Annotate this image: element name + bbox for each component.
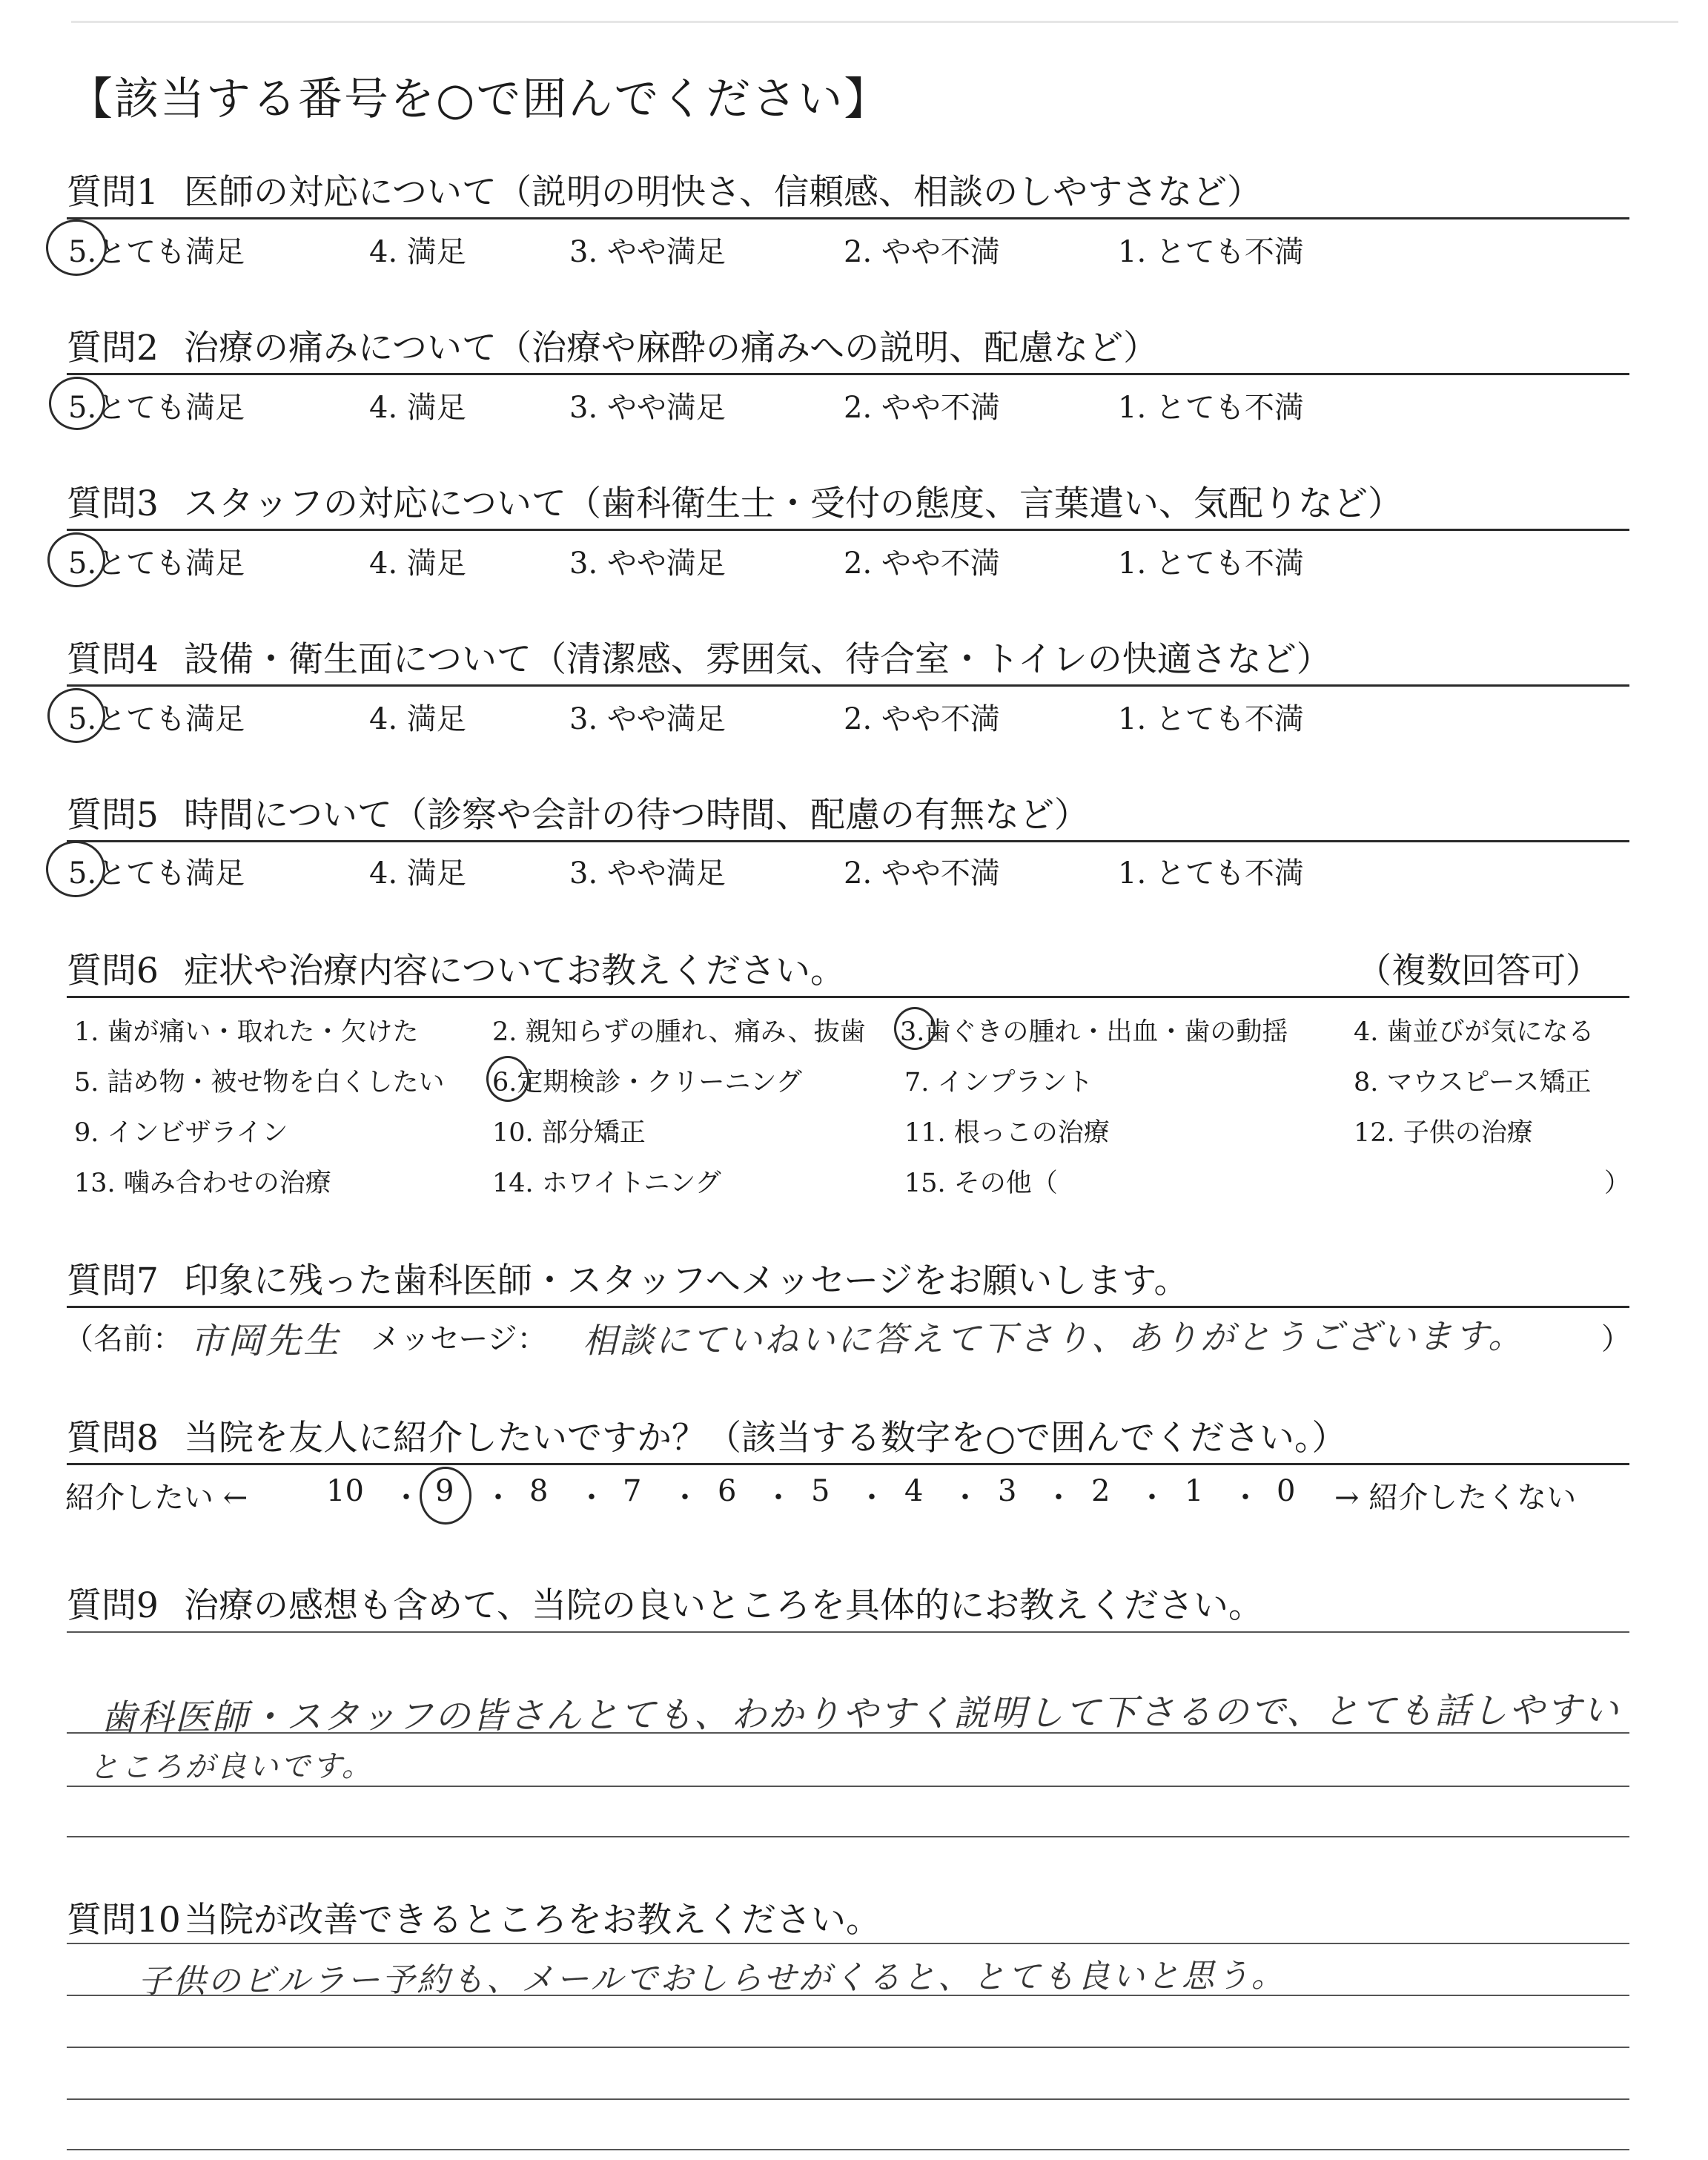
option-2[interactable]: 2. やや不満 (844, 546, 1000, 581)
option-2[interactable]: 2. やや不満 (844, 702, 1000, 736)
symptom-item[interactable]: 10. 部分矯正 (492, 1118, 646, 1148)
option-3[interactable]: 3. やや満足 (569, 235, 726, 269)
separator: ・ (1044, 1481, 1073, 1515)
scale-value-9[interactable]: 9 (435, 1474, 454, 1508)
question-5-rule (67, 840, 1629, 842)
option-3[interactable]: 3. やや満足 (569, 856, 726, 891)
separator: ・ (764, 1481, 793, 1515)
question-number: 質問10 (67, 1900, 181, 1941)
question-number: 質問9 (67, 1585, 159, 1626)
symptom-item[interactable]: 15. その他（ (904, 1169, 1058, 1198)
question-text: 治療の感想も含めて、当院の良いところを具体的にお教えください。 (184, 1585, 1264, 1626)
question-number: 質問3 (67, 483, 159, 524)
symptom-item[interactable]: 11. 根っこの治療 (904, 1118, 1110, 1148)
option-4[interactable]: 4. 満足 (369, 391, 466, 425)
question-text: スタッフの対応について（歯科衛生士・受付の態度、言葉遣い、気配りなど） (184, 483, 1403, 524)
separator: ・ (577, 1481, 606, 1515)
handwritten-name: 市岡先生 (189, 1319, 342, 1362)
recommend-scale (0, 1474, 1708, 1519)
question-4-heading (67, 632, 1331, 681)
option-2[interactable]: 2. やや不満 (844, 235, 1000, 269)
option-1[interactable]: 1. とても不満 (1118, 702, 1304, 736)
question-number: 質問5 (67, 795, 159, 836)
question-5-heading (67, 787, 1089, 837)
close-paren: ） (1604, 1169, 1631, 1198)
hand-drawn-circle-icon (894, 1007, 936, 1050)
page-title: 【該当する番号を○で囲んでください】 (68, 73, 890, 125)
question-3-heading (67, 476, 1403, 526)
hand-drawn-circle-icon (420, 1467, 471, 1525)
question-text: 時間について（診察や会計の待つ時間、配慮の有無など） (184, 795, 1090, 836)
question-number: 質問8 (67, 1418, 159, 1459)
question-4-options (0, 696, 1708, 740)
question-text: 設備・衛生面について（清潔感、雰囲気、待合室・トイレの快適さなど） (184, 639, 1331, 680)
question-6-items (0, 1011, 1708, 1219)
option-1[interactable]: 1. とても不満 (1118, 235, 1304, 269)
question-1-heading (67, 165, 1262, 214)
option-1[interactable]: 1. とても不満 (1118, 856, 1304, 891)
scale-value-2[interactable]: 2 (1091, 1474, 1110, 1508)
option-4[interactable]: 4. 満足 (369, 546, 466, 581)
option-5[interactable]: 5.とても満足 (68, 546, 245, 581)
question-text: 印象に残った歯科医師・スタッフへメッセージをお願いします。 (184, 1261, 1189, 1301)
symptom-item[interactable]: 13. 噛み合わせの治療 (74, 1169, 331, 1198)
close-paren: ） (1601, 1322, 1631, 1356)
symptom-item[interactable]: 12. 子供の治療 (1354, 1118, 1533, 1148)
question-7-heading (67, 1253, 1188, 1303)
separator: ・ (1231, 1481, 1260, 1515)
question-text: 症状や治療内容についてお教えください。 (184, 951, 846, 991)
answer-line (67, 1836, 1629, 1837)
scale-value-10[interactable]: 10 (326, 1474, 364, 1508)
question-text: 治療の痛みについて（治療や麻酔の痛みへの説明、配慮など） (184, 328, 1159, 369)
symptom-item[interactable]: 9. インビザライン (74, 1118, 288, 1148)
scale-value-7[interactable]: 7 (623, 1474, 642, 1508)
symptom-item[interactable]: 1. 歯が痛い・取れた・欠けた (74, 1017, 419, 1047)
separator: ・ (670, 1481, 700, 1515)
multiple-answers-note: （複数回答可） (1357, 951, 1601, 991)
question-text: 医師の対応について（説明の明快さ、信頼感、相談のしやすさなど） (184, 172, 1262, 213)
answer-line (67, 2047, 1629, 2048)
symptom-item[interactable]: 14. ホワイトニング (492, 1169, 721, 1198)
question-7-rule (67, 1306, 1629, 1308)
option-3[interactable]: 3. やや満足 (569, 391, 726, 425)
hand-drawn-circle-icon (49, 377, 105, 430)
question-9-heading (67, 1578, 1263, 1628)
answer-line (67, 1943, 1629, 1944)
question-6-heading (67, 943, 845, 993)
option-4[interactable]: 4. 満足 (369, 702, 466, 736)
option-4[interactable]: 4. 満足 (369, 856, 466, 891)
symptom-item[interactable]: 7. インプラント (904, 1068, 1093, 1097)
question-number: 質問6 (67, 951, 159, 991)
question-number: 質問2 (67, 328, 159, 369)
question-number: 質問4 (67, 639, 159, 680)
question-text: 当院を友人に紹介したいですか？（該当する数字を○で囲んでください。） (184, 1418, 1347, 1459)
option-5[interactable]: 5.とても満足 (68, 856, 245, 891)
symptom-item[interactable]: 8. マウスピース矯正 (1354, 1068, 1592, 1097)
question-text: 当院が改善できるところをお教えください。 (184, 1900, 881, 1941)
question-8-heading (67, 1410, 1347, 1460)
question-2-heading (67, 320, 1158, 370)
symptom-item[interactable]: 3.歯ぐきの腫れ・出血・歯の動揺 (900, 1017, 1288, 1047)
separator: ・ (950, 1481, 980, 1515)
symptom-item[interactable]: 4. 歯並びが気になる (1354, 1017, 1595, 1047)
symptom-item[interactable]: 2. 親知らずの腫れ、痛み、抜歯 (492, 1017, 866, 1047)
scale-right-label: → 紹介したくない (1334, 1481, 1577, 1515)
separator: ・ (1137, 1481, 1167, 1515)
handwritten-message: 相談にていねいに答えて下さり、ありがとうございます。 (582, 1315, 1525, 1361)
option-4[interactable]: 4. 満足 (369, 235, 466, 269)
scale-value-4[interactable]: 4 (904, 1474, 924, 1508)
option-2[interactable]: 2. やや不満 (844, 856, 1000, 891)
option-1[interactable]: 1. とても不満 (1118, 546, 1304, 581)
answer-line (67, 2149, 1629, 2150)
hand-drawn-circle-icon (46, 841, 105, 897)
hand-drawn-circle-icon (46, 219, 107, 276)
option-5[interactable]: 5.とても満足 (68, 235, 245, 269)
hand-drawn-circle-icon (47, 688, 105, 743)
symptom-item[interactable]: 6.定期検診・クリーニング (492, 1068, 802, 1097)
question-8-rule (67, 1463, 1629, 1465)
option-5[interactable]: 5.とても満足 (68, 391, 245, 425)
answer-line (67, 1631, 1629, 1633)
hand-drawn-circle-icon (486, 1056, 529, 1102)
handwritten-answer-line-1: 子供のビルラー予約も、メールでおしらせがくると、とても良いと思う。 (137, 1956, 1286, 2001)
question-1-rule (67, 217, 1629, 219)
question-1-options (0, 228, 1708, 273)
hand-drawn-circle-icon (47, 532, 105, 587)
answer-line (67, 1786, 1629, 1787)
question-2-options (0, 384, 1708, 429)
option-3[interactable]: 3. やや満足 (569, 546, 726, 581)
scale-value-8[interactable]: 8 (529, 1474, 549, 1508)
separator: ・ (857, 1481, 887, 1515)
answer-line (67, 2098, 1629, 2100)
option-1[interactable]: 1. とても不満 (1118, 391, 1304, 425)
scale-value-3[interactable]: 3 (998, 1474, 1017, 1508)
scale-value-0[interactable]: 0 (1277, 1474, 1296, 1508)
question-3-rule (67, 529, 1629, 531)
name-label: （名前： (64, 1322, 182, 1356)
top-border (71, 21, 1678, 23)
question-3-options (0, 540, 1708, 584)
question-2-rule (67, 373, 1629, 375)
scale-value-5[interactable]: 5 (811, 1474, 830, 1508)
message-label: メッセージ： (371, 1322, 547, 1356)
question-4-rule (67, 684, 1629, 687)
question-5-options (0, 850, 1708, 894)
option-3[interactable]: 3. やや満足 (569, 702, 726, 736)
question-number: 質問7 (67, 1261, 159, 1301)
question-number: 質問1 (67, 172, 159, 213)
handwritten-answer-line-1: 歯科医師・スタッフの皆さんとても、わかりやすく説明して下さるので、とても話しやすい (100, 1689, 1621, 1739)
question-6-rule (67, 996, 1629, 998)
option-5[interactable]: 5.とても満足 (68, 702, 245, 736)
separator: ・ (391, 1481, 421, 1515)
scale-value-6[interactable]: 6 (718, 1474, 737, 1508)
scale-value-1[interactable]: 1 (1185, 1474, 1204, 1508)
question-10-heading (67, 1892, 881, 1942)
option-2[interactable]: 2. やや不満 (844, 391, 1000, 425)
separator: ・ (483, 1481, 513, 1515)
handwritten-answer-line-2: ところが良いです。 (88, 1748, 374, 1785)
symptom-item[interactable]: 5. 詰め物・被せ物を白くしたい (74, 1068, 445, 1097)
scale-left-label: 紹介したい ← (65, 1481, 248, 1515)
